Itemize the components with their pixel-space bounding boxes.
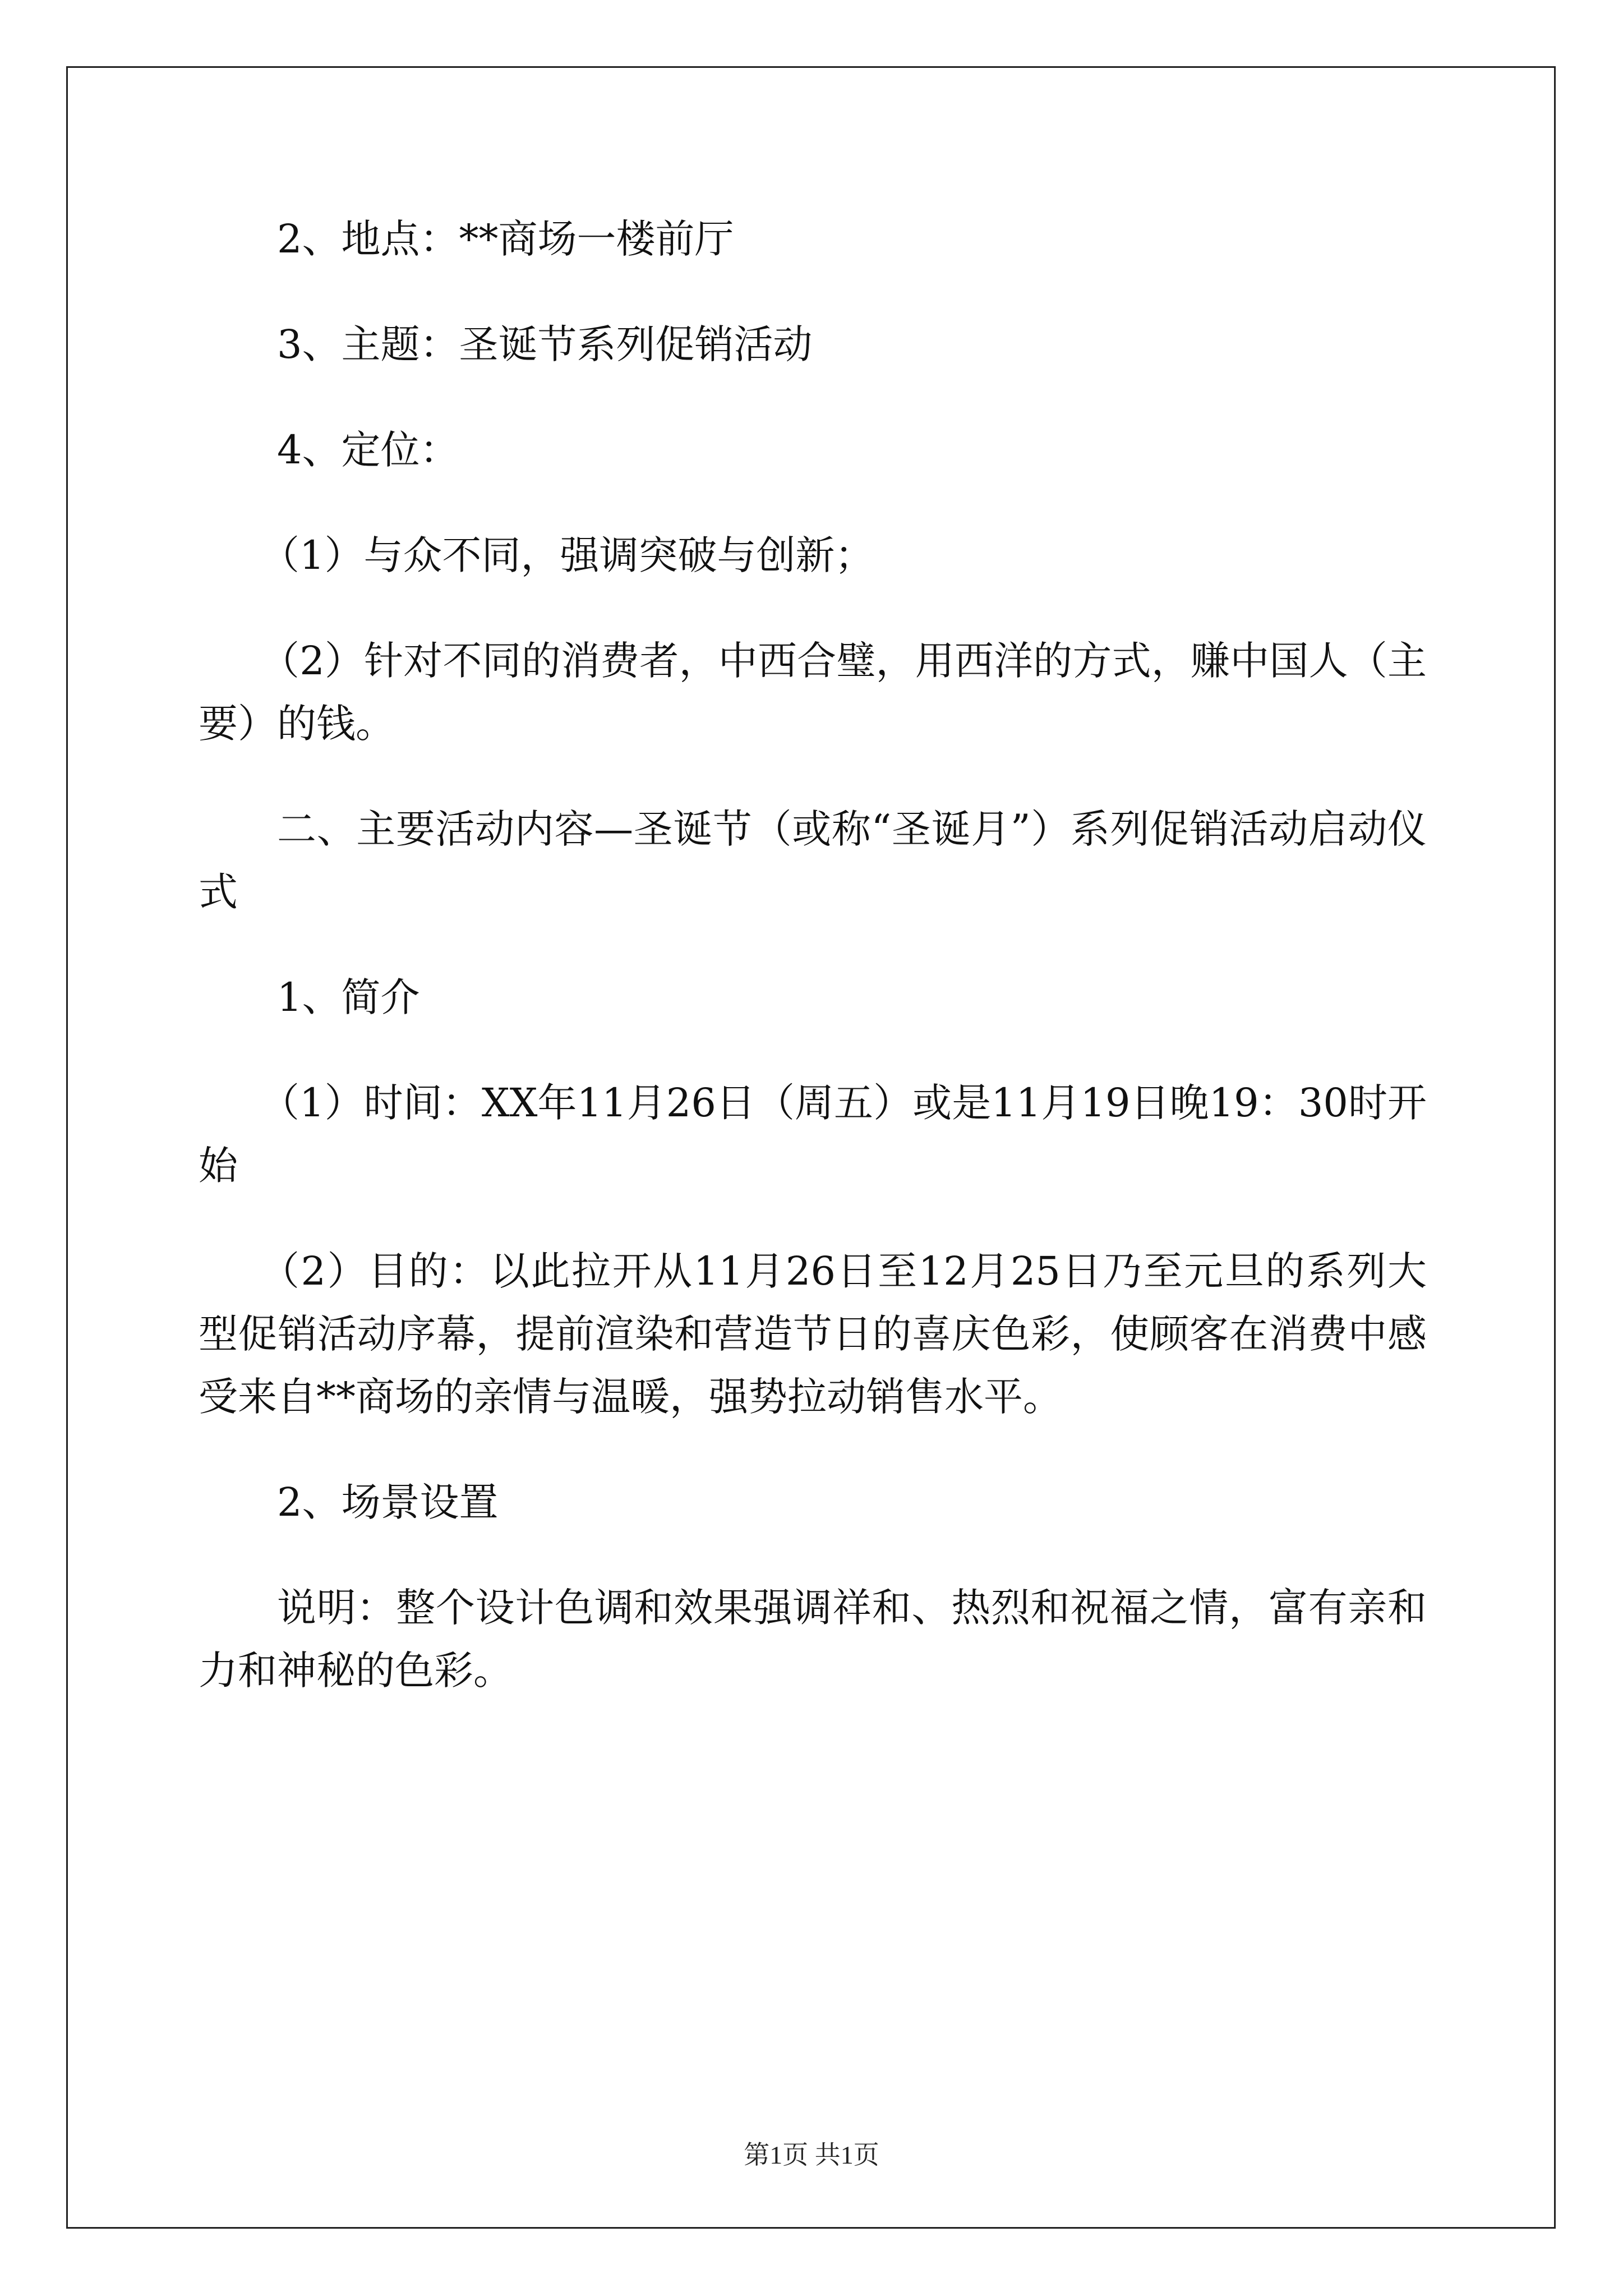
paragraph-location: 2、地点：**商场一楼前厅 (277, 216, 734, 262)
paragraph-scene-setup: 2、场景设置 (277, 1479, 499, 1525)
paragraph-purpose: （2）目的：以此拉开从11月26日至12月25日乃至元旦的系列大型促销活动序幕，提前渲染和营造节日的喜庆色彩，使顾客在消费中感受来自**商场的亲情与温暖，强势拉动销售水平。 (199, 1248, 1427, 1420)
paragraph-section-two: 二、主要活动内容—圣诞节（或称“圣诞月”）系列促销活动启动仪式 (199, 806, 1427, 915)
paragraph-positioning-1: （1）与众不同，强调突破与创新； (260, 532, 874, 578)
page-footer: 第1页 共1页 (744, 2141, 879, 2169)
paragraph-positioning: 4、定位： (277, 427, 459, 473)
document-body (199, 208, 1427, 1745)
paragraph-intro: 1、简介 (277, 974, 420, 1020)
paragraph-positioning-2: （2）针对不同的消费者，中西合璧，用西洋的方式，赚中国人（主要）的钱。 (199, 638, 1427, 747)
paragraph-description: 说明：整个设计色调和效果强调祥和、热烈和祝福之情，富有亲和力和神秘的色彩。 (199, 1585, 1427, 1694)
paragraph-time: （1）时间：XX年11月26日（周五）或是11月19日晚19：30时开始 (199, 1080, 1427, 1189)
paragraph-theme: 3、主题：圣诞节系列促销活动 (277, 321, 813, 367)
